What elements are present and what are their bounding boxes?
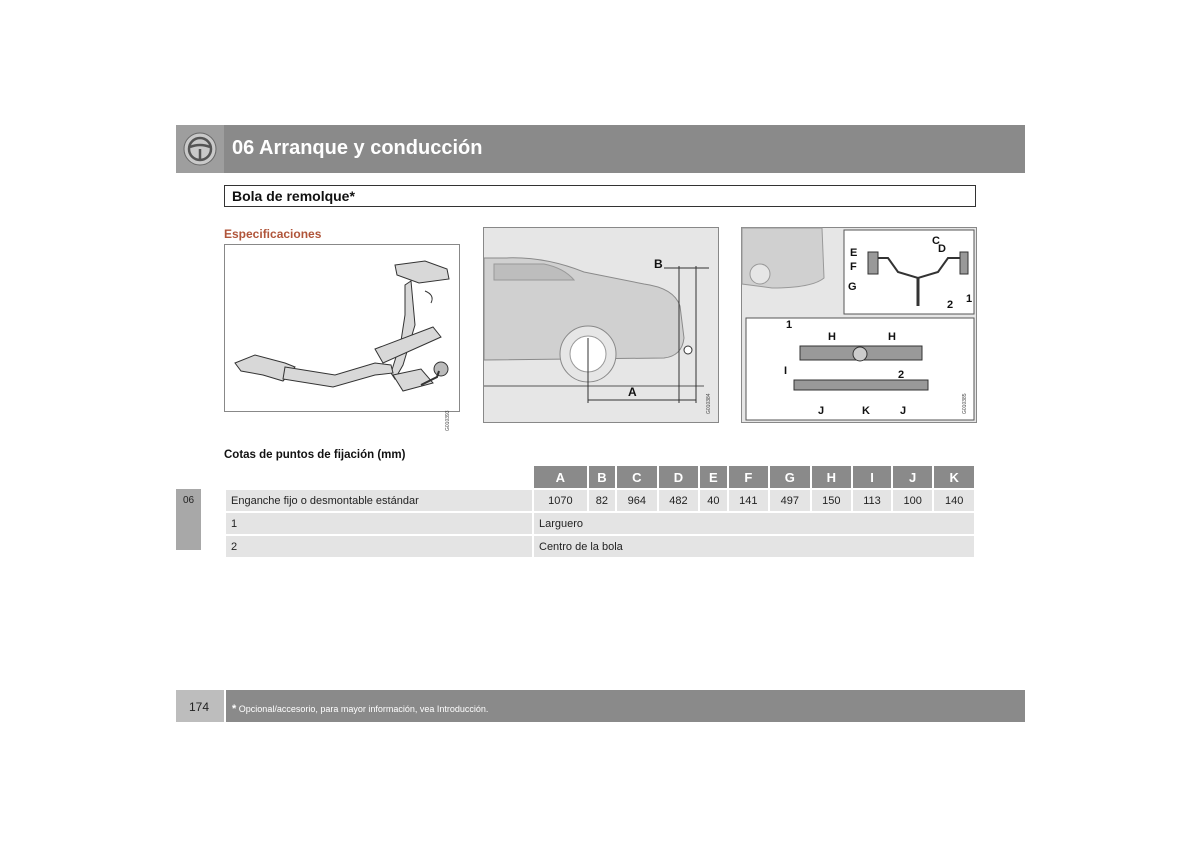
table-row-label: Enganche fijo o desmontable estándar bbox=[226, 490, 532, 511]
dimension-label-e: E bbox=[850, 247, 858, 259]
page-number: 174 bbox=[189, 700, 210, 714]
table-cell: 141 bbox=[729, 490, 769, 511]
table-header-blank bbox=[226, 466, 532, 488]
chapter-side-tab-label: 06 bbox=[183, 495, 195, 506]
figure-code: G010384 bbox=[706, 393, 712, 414]
table-cell: 82 bbox=[589, 490, 615, 511]
table-header-cell: I bbox=[853, 466, 891, 488]
mounting-points-diagram bbox=[741, 227, 977, 423]
steering-wheel-icon bbox=[182, 131, 218, 167]
dimension-label-g: G bbox=[848, 281, 857, 293]
footer-asterisk: * bbox=[232, 703, 237, 715]
callout-2: 2 bbox=[947, 299, 954, 311]
table-header-row bbox=[226, 466, 974, 488]
dimension-label-b: B bbox=[654, 257, 663, 271]
specifications-heading: Especificaciones bbox=[224, 227, 322, 241]
table-header-cell: C bbox=[617, 466, 657, 488]
table-cell: 497 bbox=[770, 490, 810, 511]
table-cell: 100 bbox=[893, 490, 933, 511]
legend-text: Centro de la bola bbox=[534, 536, 974, 557]
table-legend-row bbox=[226, 513, 974, 534]
table-header-cell: G bbox=[770, 466, 810, 488]
dimension-label-h: H bbox=[828, 331, 836, 343]
table-header-cell: B bbox=[589, 466, 615, 488]
dimension-label-j: J bbox=[900, 405, 907, 417]
legend-text: Larguero bbox=[534, 513, 974, 534]
table-caption: Cotas de puntos de fijación (mm) bbox=[224, 449, 406, 461]
table-cell: 482 bbox=[659, 490, 699, 511]
table-cell: 113 bbox=[853, 490, 891, 511]
page-number-box bbox=[176, 690, 224, 722]
table-header-cell: E bbox=[700, 466, 726, 488]
table-header-cell: J bbox=[893, 466, 933, 488]
chapter-side-tab bbox=[176, 489, 201, 550]
legend-key: 2 bbox=[226, 536, 532, 557]
table-header-cell: F bbox=[729, 466, 769, 488]
table-header-cell: K bbox=[934, 466, 974, 488]
table-header-cell: D bbox=[659, 466, 699, 488]
table-header-cell: H bbox=[812, 466, 852, 488]
car-side-diagram bbox=[483, 227, 719, 423]
table-cell: 1070 bbox=[534, 490, 587, 511]
chapter-title: 06 Arranque y conducción bbox=[232, 137, 483, 159]
figure-code: G010385 bbox=[962, 393, 968, 414]
table-header-cell: A bbox=[534, 466, 587, 488]
dimension-label-a: A bbox=[628, 385, 637, 399]
callout-1: 1 bbox=[966, 293, 973, 305]
footer-note-text: Opcional/accesorio, para mayor información, vea Introducción. bbox=[238, 704, 489, 714]
fixing-points-table bbox=[224, 464, 976, 559]
table-legend-row bbox=[226, 536, 974, 557]
table-row bbox=[226, 490, 974, 511]
dimension-label-j: J bbox=[818, 405, 825, 417]
dimension-label-c: C bbox=[932, 235, 940, 247]
dimension-label-f: F bbox=[850, 261, 857, 273]
towbar-illustration bbox=[224, 244, 460, 431]
callout-1: 1 bbox=[786, 319, 793, 331]
dimension-label-h: H bbox=[888, 331, 896, 343]
figure-code: G010393 bbox=[445, 410, 451, 431]
dimension-label-k: K bbox=[862, 405, 870, 417]
callout-2: 2 bbox=[898, 369, 905, 381]
table-cell: 40 bbox=[700, 490, 726, 511]
table-cell: 964 bbox=[617, 490, 657, 511]
table-cell: 150 bbox=[812, 490, 852, 511]
section-title: Bola de remolque* bbox=[232, 188, 355, 204]
legend-key: 1 bbox=[226, 513, 532, 534]
table-cell: 140 bbox=[934, 490, 974, 511]
dimension-label-i: I bbox=[784, 365, 788, 377]
footer-note bbox=[232, 703, 488, 715]
chapter-icon-box bbox=[176, 125, 224, 173]
dimension-label-d: D bbox=[938, 243, 946, 255]
